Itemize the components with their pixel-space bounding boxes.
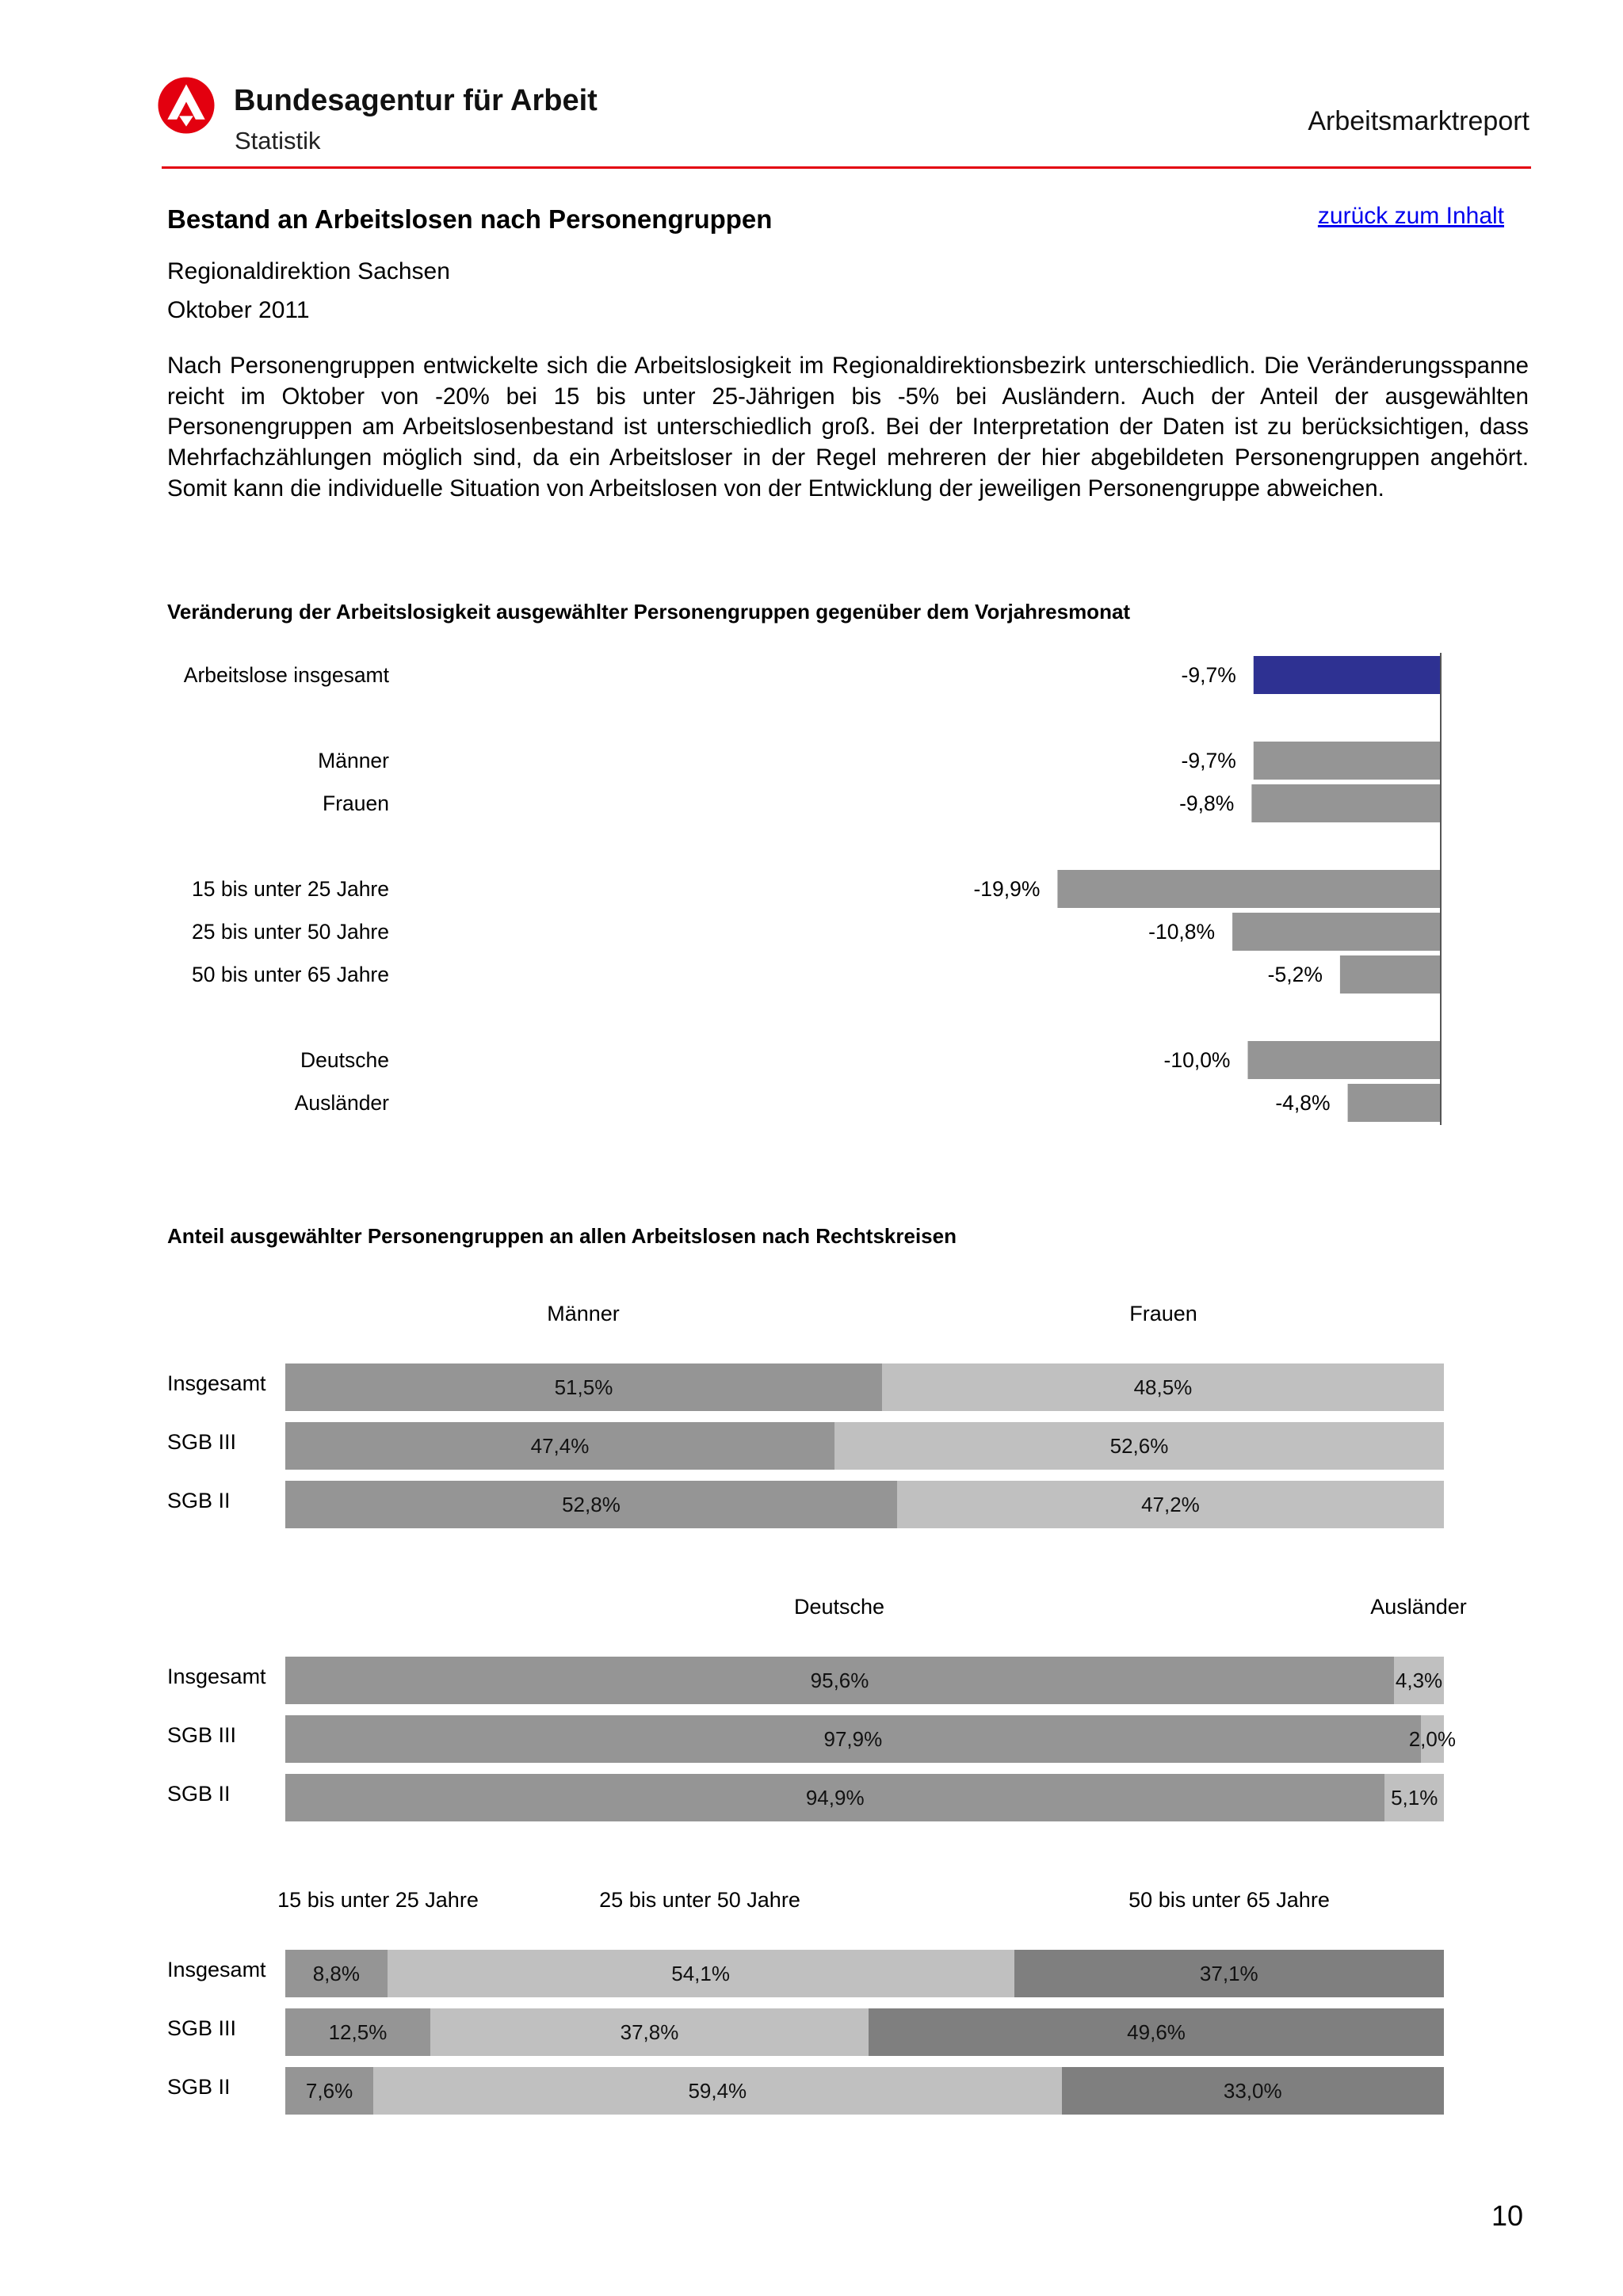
segment-value-label: 48,5% [1133,1375,1193,1399]
segment-value-label: 54,1% [671,1961,730,1985]
segment-value-label: 4,3% [1395,1668,1443,1692]
segment-value-label: 8,8% [312,1961,360,1985]
category-label: 15 bis unter 25 Jahre [192,877,389,901]
segment-value-label: 59,4% [688,2078,747,2103]
share-segment [1014,1950,1444,1997]
share-segment [285,1481,897,1528]
segment-value-label: 2,0% [1408,1726,1456,1751]
series-header: 25 bis unter 50 Jahre [599,1888,800,1912]
segment-value-label: 97,9% [823,1726,883,1751]
share-segment [285,2067,373,2115]
change-bar [1348,1084,1440,1122]
share-segment [285,2008,430,2056]
value-label: -4,8% [1275,1091,1331,1115]
row-label: SGB III [167,2016,237,2040]
segment-value-label: 51,5% [554,1375,613,1399]
report-title: Arbeitsmarktreport [1308,106,1529,136]
share-segment [897,1481,1444,1528]
page-title: Bestand an Arbeitslosen nach Personengruppen [167,204,773,234]
value-label: -9,8% [1179,791,1235,815]
change-bar [1248,1041,1441,1079]
segment-value-label: 37,1% [1199,1961,1258,1985]
share-segment [1384,1774,1444,1821]
share-segment [373,2067,1061,2115]
category-label: Deutsche [300,1048,389,1072]
page-number: 10 [1491,2199,1523,2232]
series-header: 15 bis unter 25 Jahre [277,1888,479,1912]
segment-value-label: 47,2% [1141,1492,1200,1516]
value-label: -19,9% [973,877,1041,901]
category-label: 25 bis unter 50 Jahre [192,920,389,944]
share-segment [882,1363,1444,1411]
series-header: Deutsche [793,1595,885,1619]
value-label: -9,7% [1181,663,1236,687]
change-bar [1254,742,1440,780]
share-segment [285,1422,834,1470]
row-label: SGB II [167,2075,231,2099]
change-bar [1340,955,1440,994]
share-segment [430,2008,869,2056]
row-label: SGB II [167,1782,231,1806]
segment-value-label: 12,5% [328,2019,388,2044]
row-label: SGB III [167,1723,237,1747]
back-to-contents-link[interactable]: zurück zum Inhalt [1317,203,1504,229]
row-label: Insgesamt [167,1958,266,1981]
chart2-title: Anteil ausgewählter Personengruppen an allen Arbeitslosen nach Rechtskreisen [167,1224,957,1248]
row-label: Insgesamt [167,1665,266,1688]
header-divider [162,166,1531,169]
change-bar [1254,656,1440,694]
series-header: 50 bis unter 65 Jahre [1128,1888,1330,1912]
share-segment [1062,2067,1444,2115]
change-bar [1057,870,1440,908]
intro-paragraph: Nach Personengruppen entwickelte sich die Arbeitslosigkeit im Regionaldirektionsbezirk unterschiedlich. Die Veränderungsspanne reicht im Oktober von -20% bei 15 bis unter 25-Jährigen bis -5% bei Ausländern. Auch der Anteil der ausgewählten Personengruppen am Arbeitslosenbestand ist unterschiedlich groß. Bei der Interpretation der Daten ist zu berücksichtigen, dass Mehrfachzählungen möglich sind, da ein Arbeitsloser in der Regel mehreren der hier abgebildeten Personengruppen angehört. Somit kann die individuelle Situation von Arbeitslosen von der Entwicklung der jeweiligen Personengruppe abweichen. [167,353,1529,502]
category-label: Frauen [323,791,389,815]
org-name: Bundesagentur für Arbeit [234,84,598,117]
value-label: -10,8% [1148,920,1216,944]
share-segment [285,1950,388,1997]
share-segment [1394,1657,1444,1704]
series-header: Männer [547,1302,620,1325]
segment-value-label: 7,6% [305,2078,353,2103]
category-label: 50 bis unter 65 Jahre [192,963,389,986]
share-segment [869,2008,1444,2056]
org-subtitle: Statistik [235,127,321,154]
segment-value-label: 47,4% [530,1433,590,1458]
change-bar [1251,784,1440,822]
share-segment [285,1774,1384,1821]
value-label: -9,7% [1181,749,1236,772]
segment-value-label: 52,8% [562,1492,621,1516]
chart1-title: Veränderung der Arbeitslosigkeit ausgewählter Personengruppen gegenüber dem Vorjahresmonat [167,600,1131,624]
segment-value-label: 52,6% [1109,1433,1169,1458]
period-label: Oktober 2011 [167,297,310,323]
share-segment [388,1950,1014,1997]
ba-logo-icon [157,76,216,135]
segment-value-label: 37,8% [620,2019,679,2044]
segment-value-label: 5,1% [1391,1785,1438,1810]
change-bar [1232,913,1440,951]
share-segment [1408,1715,1456,1763]
category-label: Arbeitslose insgesamt [183,663,389,687]
segment-value-label: 94,9% [805,1785,865,1810]
share-segment [285,1715,1421,1763]
share-segment [834,1422,1444,1470]
category-label: Männer [318,749,389,772]
row-label: SGB II [167,1489,231,1512]
series-header: Frauen [1129,1302,1197,1325]
value-label: -10,0% [1163,1048,1231,1072]
row-label: SGB III [167,1430,237,1454]
region-label: Regionaldirektion Sachsen [167,258,450,284]
value-label: -5,2% [1267,963,1323,986]
row-label: Insgesamt [167,1371,266,1395]
category-label: Ausländer [294,1091,389,1115]
series-header: Ausländer [1370,1595,1467,1619]
segment-value-label: 49,6% [1127,2019,1186,2044]
share-segment [285,1363,882,1411]
segment-value-label: 33,0% [1223,2078,1282,2103]
share-segment [285,1657,1394,1704]
segment-value-label: 95,6% [810,1668,869,1692]
